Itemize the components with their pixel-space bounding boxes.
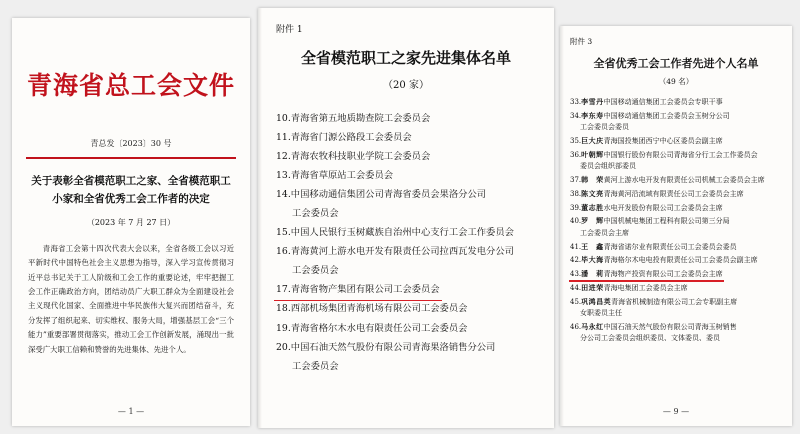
- red-divider-line: [26, 157, 236, 159]
- list-item-highlighted: [570, 268, 784, 280]
- list-item: [276, 299, 538, 318]
- left-page-number: — 1 —: [117, 407, 145, 416]
- list-item-number: 36.: [570, 150, 582, 159]
- list-item: [570, 282, 784, 294]
- list-item-name: 罗 辉: [581, 216, 604, 226]
- right-page-number: — 9 —: [662, 407, 690, 416]
- list-item-text: 青海省第五地质勘查院工会委员会: [290, 113, 431, 124]
- decision-body-text: 青海省工会第十四次代表大会以来，全省各级工会以习近平新时代中国特色社会主义思想为指导，深入学习宣传贯彻习近平总书记关于工人阶级和工会工作的重要论述，牢牢把握工会工作正确政治方向，团结动员广大职工群众为全面建设社会主义现代化国家、全面推进中华民族伟大复兴而团结奋斗，充分发挥了组织起来、切实维权、服务大局，增强基层工会“三个能力”重要部署贯彻落实，推动工会工作创新发展，涌现出一批深受广大职工信赖和赞誉的先进集体、先进个人。: [28, 243, 234, 354]
- list-item-name: 巩鸿昌英: [581, 296, 612, 306]
- right-document-page: [560, 26, 792, 426]
- list-item: [570, 149, 784, 173]
- list-item-text: 青海省物产集团有限公司工会委员会: [290, 284, 440, 296]
- list-item-text: 青海省诺尔业有限责任公司工会委员会委员: [603, 242, 737, 251]
- list-item-name: 李东寿: [581, 110, 604, 120]
- list-item-text: 青海省草原站工会委员会: [290, 170, 394, 182]
- list-item-continuation: 女职委员主任: [580, 309, 622, 318]
- list-item-text: 水电开发股份有限公司工会委员会主席: [603, 203, 723, 212]
- list-item-number: 38.: [570, 189, 582, 198]
- list-item-name: 潘 莉: [581, 269, 604, 279]
- list-item-number: 10.: [276, 113, 291, 124]
- list-item-number: 18.: [276, 303, 291, 315]
- list-item-number: 41.: [570, 242, 582, 251]
- list-item-number: 40.: [570, 217, 582, 226]
- list-item: [276, 185, 538, 223]
- list-item-text: 青海省门源公路段工会委员会: [290, 132, 412, 144]
- list-item-continuation: 委员会组织部委员: [580, 162, 636, 171]
- list-item-number: 34.: [570, 111, 582, 120]
- attachment-label-1: 附件 1: [276, 25, 303, 35]
- list-item-name: 毕大海: [581, 255, 604, 265]
- list-item-text: 中国机械电集团工程科有限公司第三分局: [603, 217, 730, 226]
- list-item-number: 20.: [276, 341, 291, 353]
- middle-list-subtitle: （20 家）: [383, 80, 429, 91]
- list-item-continuation: 分公司工会委员会组织委员、文体委员、委员: [580, 334, 720, 343]
- list-item-text: 青海物产投资有限公司工会委员会主席: [603, 270, 723, 279]
- list-item-number: 17.: [276, 284, 291, 296]
- middle-list-title: 全省模范职工之家先进集体名单: [300, 49, 511, 67]
- list-item: [276, 242, 538, 280]
- list-item-continuation: 工会委员会: [292, 360, 339, 372]
- list-item-number: 43.: [570, 270, 582, 279]
- list-item-number: 13.: [276, 170, 291, 182]
- list-item-name: 陈文亮: [581, 188, 604, 198]
- list-item-continuation: 工会委员会主席: [580, 228, 629, 237]
- list-item-continuation: 工会委员会: [292, 208, 339, 220]
- list-item-highlighted: [276, 280, 538, 299]
- list-item-name: 董志胜: [581, 202, 604, 212]
- list-item: [570, 110, 784, 134]
- list-item-number: 39.: [570, 203, 582, 212]
- decision-date: （2023 年 7 月 27 日）: [86, 217, 176, 227]
- list-item-number: 45.: [570, 297, 582, 306]
- left-document-page: [12, 18, 250, 426]
- list-item-number: 11.: [276, 132, 291, 144]
- list-item-continuation: 工会委员会委员: [580, 123, 629, 132]
- list-item-text: 青海电集团工会委员会主席: [603, 284, 688, 293]
- organization-title: 青海省总工会文件: [26, 71, 235, 100]
- list-item: [276, 128, 538, 147]
- list-item-name: 李雪丹: [581, 97, 604, 106]
- list-item: [276, 319, 538, 338]
- list-item-text: 青海黄河上游水电开发有限责任公司拉西瓦发电分公司: [290, 246, 514, 258]
- list-item-text: 青海省机械制造有限公司工会专职副主席: [611, 297, 738, 306]
- list-item: [570, 215, 784, 239]
- list-item-number: 15.: [276, 227, 291, 239]
- list-item-number: 42.: [570, 256, 582, 265]
- list-item: [570, 96, 784, 108]
- list-item: [570, 321, 784, 345]
- list-item-number: 46.: [570, 323, 582, 332]
- list-item: [276, 223, 538, 242]
- list-item-name: 巨大庆: [581, 135, 604, 145]
- list-item-text: 西部机场集团青海机场有限公司工会委员会: [290, 303, 468, 315]
- list-item: [276, 338, 538, 376]
- list-item-number: 44.: [570, 284, 582, 293]
- list-item: [570, 202, 784, 214]
- list-item: [276, 147, 538, 166]
- list-item-text: 青海农牧科技职业学院工会委员会: [290, 151, 431, 163]
- list-item-text: 中国移动通信集团工会委员会专职干事: [603, 98, 723, 106]
- list-item-number: 16.: [276, 246, 291, 258]
- list-item-number: 37.: [570, 175, 582, 184]
- middle-document-page: [258, 8, 554, 428]
- list-item-name: 马永红: [581, 322, 604, 332]
- outstanding-worker-list: [570, 96, 784, 345]
- list-item-text: 中国移动通信集团工会委员会玉树分公司: [603, 111, 730, 120]
- list-item: [570, 135, 784, 147]
- list-item-name: 韩 荣: [581, 174, 604, 184]
- list-item-text: 青海国投集团西宁中心区委员会副主席: [603, 136, 723, 145]
- attachment-label-3: 附件 3: [570, 37, 593, 46]
- list-item-text: 青海省格尔木水电有限责任公司工会委员会: [290, 322, 468, 334]
- list-item-text: 黄河上游水电开发有限责任公司机械工会委员会主席: [603, 175, 765, 184]
- list-item-number: 33.: [570, 98, 582, 106]
- list-item-name: 叶朝辉: [581, 149, 604, 159]
- list-item: [570, 188, 784, 200]
- list-item-text: 中国银行股份有限公司青海省分行工会工作委员会: [603, 150, 758, 159]
- list-item: [570, 174, 784, 186]
- list-item-name: 田进荣: [581, 283, 604, 293]
- list-item-text: 青海黄河沿流域有限责任公司工会委员会主席: [603, 189, 744, 198]
- list-item-continuation: 工会委员会: [292, 265, 339, 277]
- list-item-number: 19.: [276, 322, 291, 334]
- right-list-subtitle: （49 名）: [658, 77, 694, 86]
- list-item-number: 12.: [276, 151, 291, 163]
- list-item-text: 中国移动通信集团公司青海省委员会果洛分公司: [290, 189, 487, 201]
- right-list-title: 全省优秀工会工作者先进个人名单: [593, 57, 759, 70]
- list-item: [570, 296, 784, 320]
- list-item-text: 中国人民银行玉树藏族自治州中心支行工会工作委员会: [290, 227, 514, 239]
- list-item: [570, 241, 784, 253]
- list-item: [570, 254, 784, 266]
- list-item-text: 中国石油天然气股份有限公司青海玉树销售: [603, 323, 737, 332]
- list-item-name: 王 鑫: [581, 241, 604, 251]
- page-gutter-shadow: [560, 26, 564, 426]
- list-item: [276, 109, 538, 128]
- list-item: [276, 166, 538, 185]
- list-item-number: 14.: [276, 189, 291, 201]
- document-number: 青总发〔2023〕30 号: [90, 139, 172, 148]
- list-item-text: 青海格尔木电电投有限责任公司工会委员会副主席: [603, 256, 758, 265]
- page-gutter-shadow: [258, 8, 262, 428]
- list-item-text: 中国石油天然气股份有限公司青海果洛销售分公司: [290, 341, 496, 353]
- list-item-number: 35.: [570, 136, 582, 145]
- model-home-list: [276, 109, 538, 376]
- decision-heading: 关于表彰全省模范职工之家、全省模范职工小家和全省优秀工会工作者的决定: [31, 175, 231, 205]
